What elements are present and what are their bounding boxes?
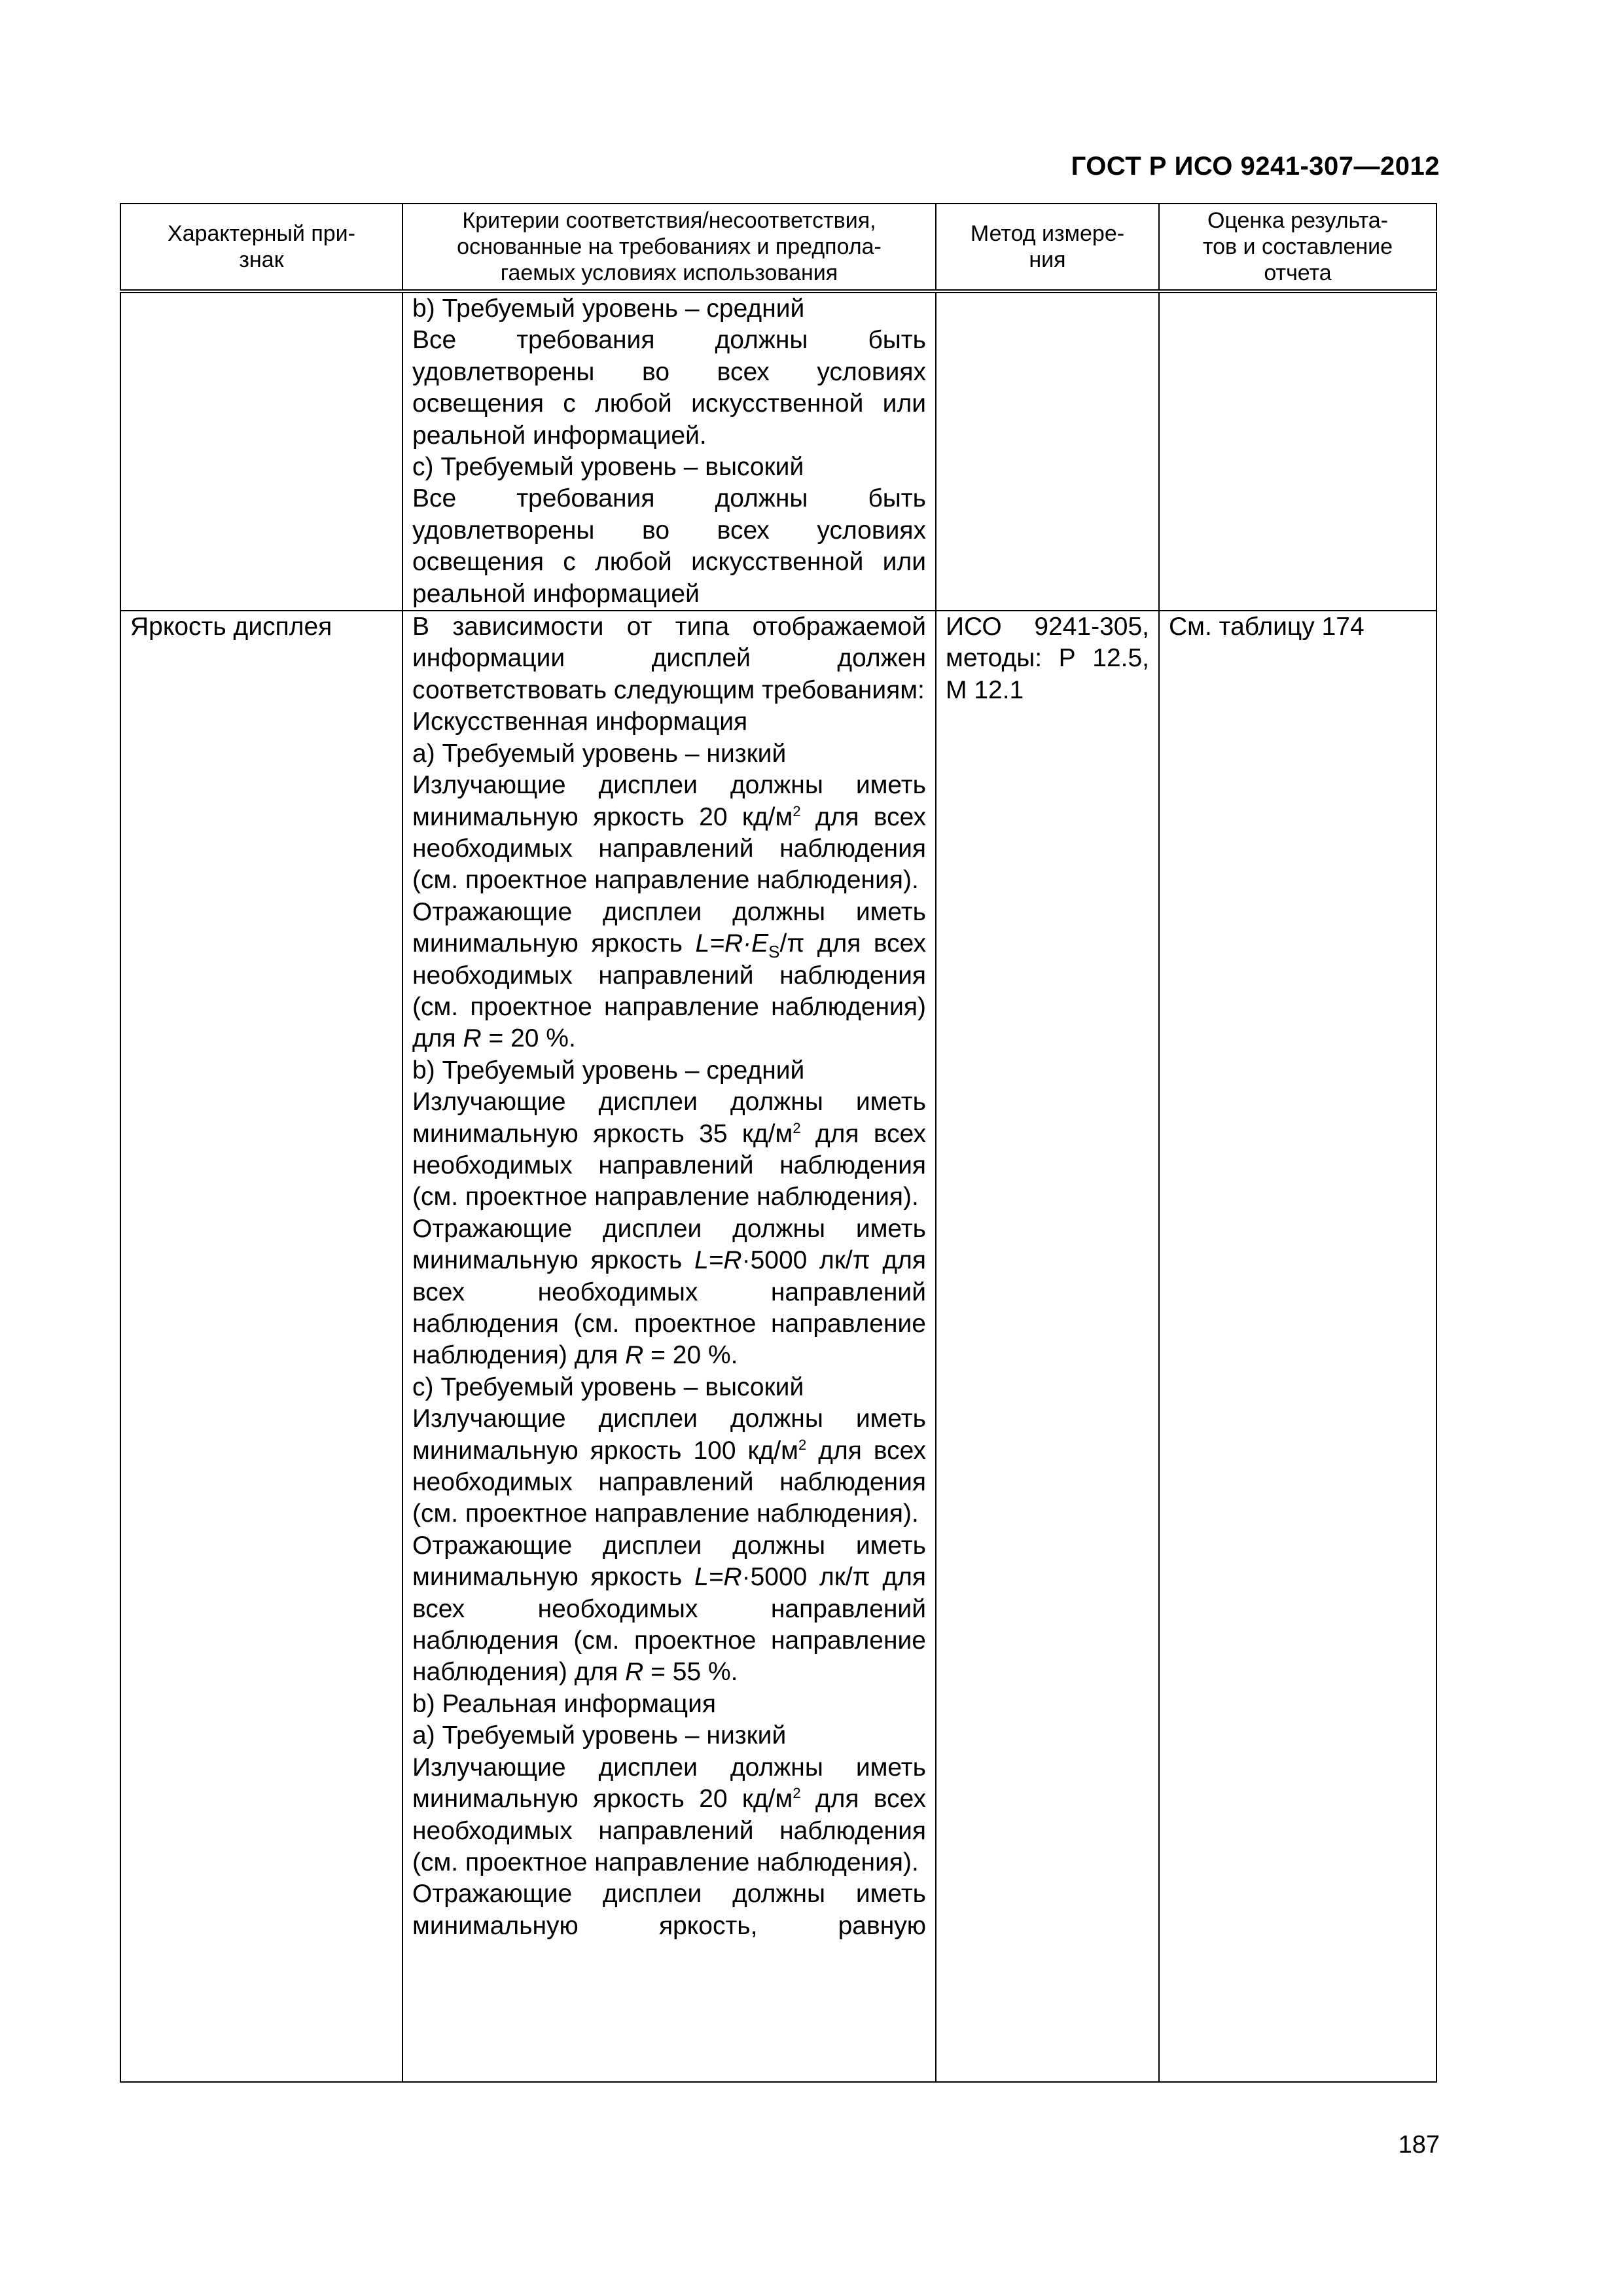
- header-evaluation: Оценка результа- тов и составление отчета: [1159, 204, 1436, 291]
- requirement-text: Все требования должны быть удовлетворены во всех условиях освещения с любой искусственной или реальной информацией: [412, 484, 926, 608]
- evaluation-cell-empty: [1159, 291, 1436, 611]
- level-medium: b) Требуемый уровень – средний: [412, 1056, 805, 1085]
- feature-cell: [120, 611, 402, 2082]
- header-feature: Характерный при- знак: [120, 204, 402, 291]
- level-low: a) Требуемый уровень – низкий: [412, 739, 787, 768]
- emissive-requirement: Излучающие дисплеи должны иметь минимальную яркость 100 $кд/м^2$ для всех необходимых направлений наблюдения (см. проектное направление наблюдения).: [412, 1405, 926, 1528]
- feature-name: Яркость дисплея: [130, 613, 332, 641]
- level-low: a) Требуемый уровень – низкий: [412, 1721, 787, 1750]
- emissive-requirement: Излучающие дисплеи должны иметь минимальную яркость 20 $кд/м^2$ для всех необходимых направлений наблюдения (см. проектное направление наблюдения).: [412, 771, 926, 895]
- real-heading: b) Реальная информация: [412, 1689, 716, 1718]
- requirements-table: [120, 203, 1437, 2083]
- level-high: c) Требуемый уровень – высокий: [412, 453, 804, 482]
- artificial-heading: Искусственная информация: [412, 708, 748, 736]
- header-criteria: Критерии соответствия/несоответствия, основанные на требованиях и предпола- гаемых условиях использования: [402, 204, 936, 291]
- method-text: ИСО 9241-305, методы: Р 12.5, М 12.1: [946, 613, 1149, 704]
- header-method: Метод измере- ния: [936, 204, 1159, 291]
- reflective-requirement: Отражающие дисплеи должны иметь минимальную яркость, равную: [412, 1880, 926, 1940]
- level-medium: b) Требуемый уровень – средний: [412, 295, 805, 323]
- emissive-requirement: Излучающие дисплеи должны иметь минимальную яркость 35 $кд/м^2$ для всех необходимых направлений наблюдения (см. проектное направление наблюдения).: [412, 1088, 926, 1211]
- table-row: [120, 291, 1436, 611]
- reflective-requirement: Отражающие дисплеи должны иметь минимальную яркость L=R·5000 лк/π для всех необходимых направлений наблюдения (см. проектное направление наблюдения) для R = 55 %.: [412, 1531, 926, 1687]
- feature-cell-empty: [120, 291, 402, 611]
- criteria-cell: [402, 291, 936, 611]
- reflective-requirement: Отражающие дисплеи должны иметь минимальную яркость $L=R\cdot E_S/\pi$ для всех необходимых направлений наблюдения (см. проектное направление наблюдения) для R = 20 %.: [412, 897, 926, 1053]
- page-number: 187: [1398, 2131, 1440, 2159]
- requirement-text: Все требования должны быть удовлетворены во всех условиях освещения с любой искусственной или реальной информацией.: [412, 326, 926, 450]
- document-header: ГОСТ Р ИСО 9241-307—2012: [1071, 152, 1440, 181]
- method-cell-empty: [936, 291, 1159, 611]
- criteria-cell: [402, 611, 936, 2082]
- evaluation-cell: [1159, 611, 1436, 2082]
- reflective-requirement: Отражающие дисплеи должны иметь минимальную яркость L=R·5000 лк/π для всех необходимых направлений наблюдения (см. проектное направление наблюдения) для R = 20 %.: [412, 1214, 926, 1370]
- emissive-requirement: Излучающие дисплеи должны иметь минимальную яркость 20 $кд/м^2$ для всех необходимых направлений наблюдения (см. проектное направление наблюдения).: [412, 1753, 926, 1876]
- evaluation-text: См. таблицу 174: [1169, 613, 1364, 641]
- table-header-row: [120, 204, 1436, 291]
- method-cell: [936, 611, 1159, 2082]
- intro-text: В зависимости от типа отображаемой информации дисплей должен соответствовать следующим требованиям:: [412, 613, 926, 704]
- level-high: c) Требуемый уровень – высокий: [412, 1372, 804, 1401]
- table-row: [120, 611, 1436, 2082]
